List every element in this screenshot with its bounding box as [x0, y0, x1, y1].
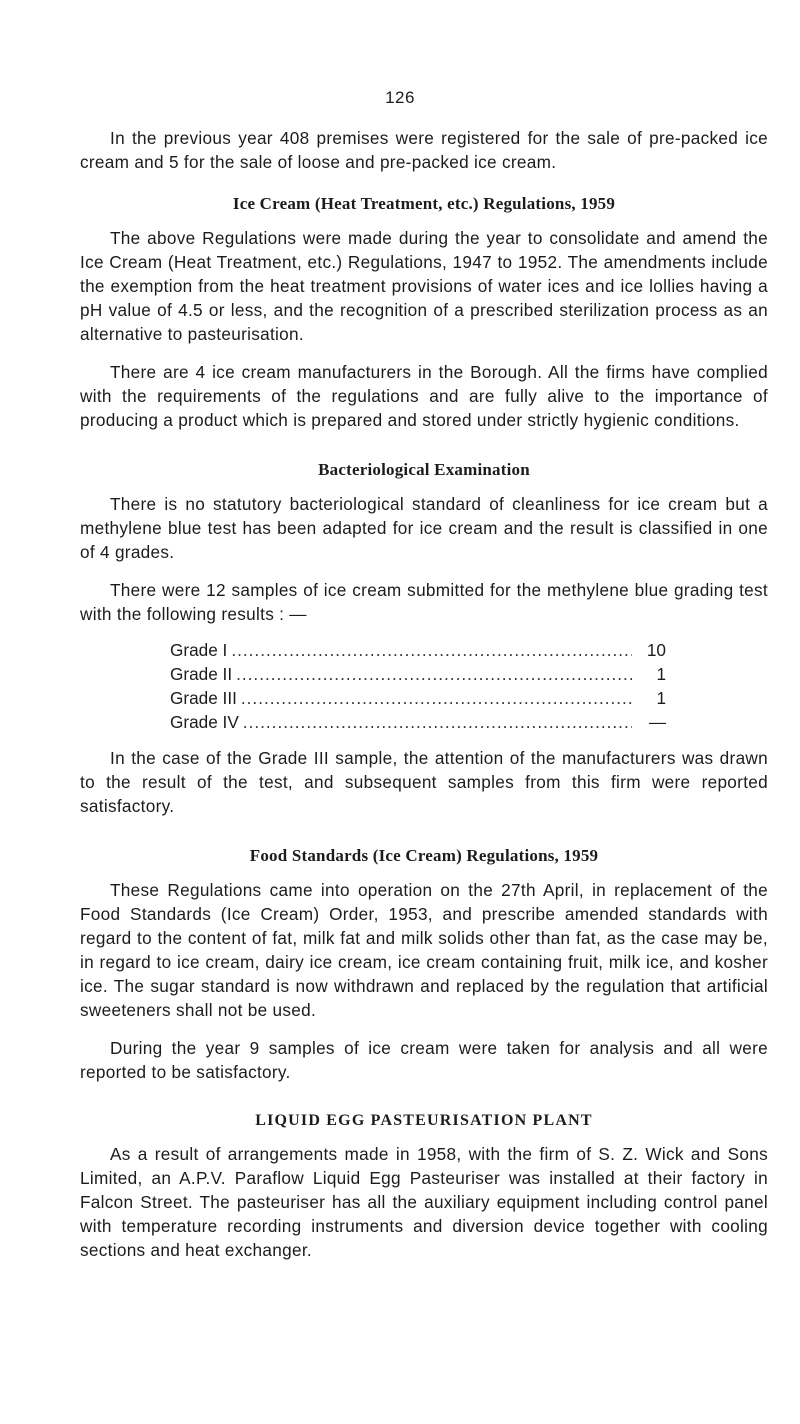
- food-standards-paragraph-1: These Regulations came into operation on the 27th April, in replacement of the Food Standards (Ice Cream) Order, 1953, and prescribe amended standards with regard to the content of fat, milk fat and milk solids other than fat, as the case may be, in regard to ice cream, dairy ice cream, ice cream containing fruit, milk ice, and kosher ice. The sugar standard is now withdrawn and replaced by the regulation that artificial sweeteners shall not be used.: [80, 880, 768, 1020]
- food-standards-paragraph-2: During the year 9 samples of ice cream were taken for analysis and all were reported to be satisfactory.: [80, 1038, 768, 1082]
- grade-results-list: [170, 638, 666, 734]
- bacteriological-paragraph-3: In the case of the Grade III sample, the attention of the manufacturers was drawn to the result of the test, and subsequent samples from this firm were reported satisfactory.: [80, 748, 768, 816]
- grade-count: —: [648, 712, 666, 732]
- grade-count: 10: [646, 640, 666, 660]
- grade-row: [170, 710, 666, 734]
- leader-dots: [236, 662, 632, 686]
- liquid-egg-paragraph: As a result of arrangements made in 1958, with the firm of S. Z. Wick and Sons Limited, an A.P.V. Paraflow Liquid Egg Pasteuriser was installed at their factory in Falcon Street. The pasteuriser has all the auxiliary equipment including control panel with temperature recording instruments and diversion device together with cooling sections and heat exchanger.: [80, 1144, 768, 1260]
- grade-label: Grade IV: [170, 712, 239, 732]
- page-number: 126: [385, 88, 415, 107]
- leader-dots: [231, 638, 632, 662]
- grade-label: Grade III: [170, 688, 237, 708]
- grade-count: 1: [656, 688, 666, 708]
- food-standards-heading: Food Standards (Ice Cream) Regulations, 1959: [249, 846, 599, 865]
- leader-dots: [243, 710, 632, 734]
- leader-dots: [241, 686, 632, 710]
- heat-treatment-paragraph-1: The above Regulations were made during the year to consolidate and amend the Ice Cream (Heat Treatment, etc.) Regulations, 1947 to 1952. The amendments include the exemption from the heat treatment provisions of water ices and ice lollies having a pH value of 4.5 or less, and the recognition of a prescribed sterilization process as an alternative to pasteurisation.: [80, 228, 768, 344]
- bacteriological-heading: Bacteriological Examination: [318, 460, 530, 479]
- page-content: [80, 126, 768, 1262]
- bacteriological-paragraph-1: There is no statutory bacteriological standard of cleanliness for ice cream but a methylene blue test has been adapted for ice cream and the result is classified in one of 4 grades.: [80, 494, 768, 562]
- grade-label: Grade I: [170, 640, 228, 660]
- grade-row: [170, 686, 666, 710]
- intro-paragraph: In the previous year 408 premises were registered for the sale of pre-packed ice cream and 5 for the sale of loose and pre-packed ice cream.: [80, 128, 768, 172]
- heat-treatment-heading: Ice Cream (Heat Treatment, etc.) Regulations, 1959: [232, 194, 616, 213]
- grade-count: 1: [656, 664, 666, 684]
- heat-treatment-paragraph-2: There are 4 ice cream manufacturers in the Borough. All the firms have complied with the requirements of the regulations and are fully alive to the importance of producing a product which is prepared and stored under strictly hygienic conditions.: [80, 362, 768, 430]
- grade-label: Grade II: [170, 664, 233, 684]
- grade-row: [170, 662, 666, 686]
- grade-row: [170, 638, 666, 662]
- liquid-egg-heading: LIQUID EGG PASTEURISATION PLANT: [255, 1112, 593, 1129]
- bacteriological-paragraph-2: There were 12 samples of ice cream submitted for the methylene blue grading test with the following results : —: [80, 580, 768, 624]
